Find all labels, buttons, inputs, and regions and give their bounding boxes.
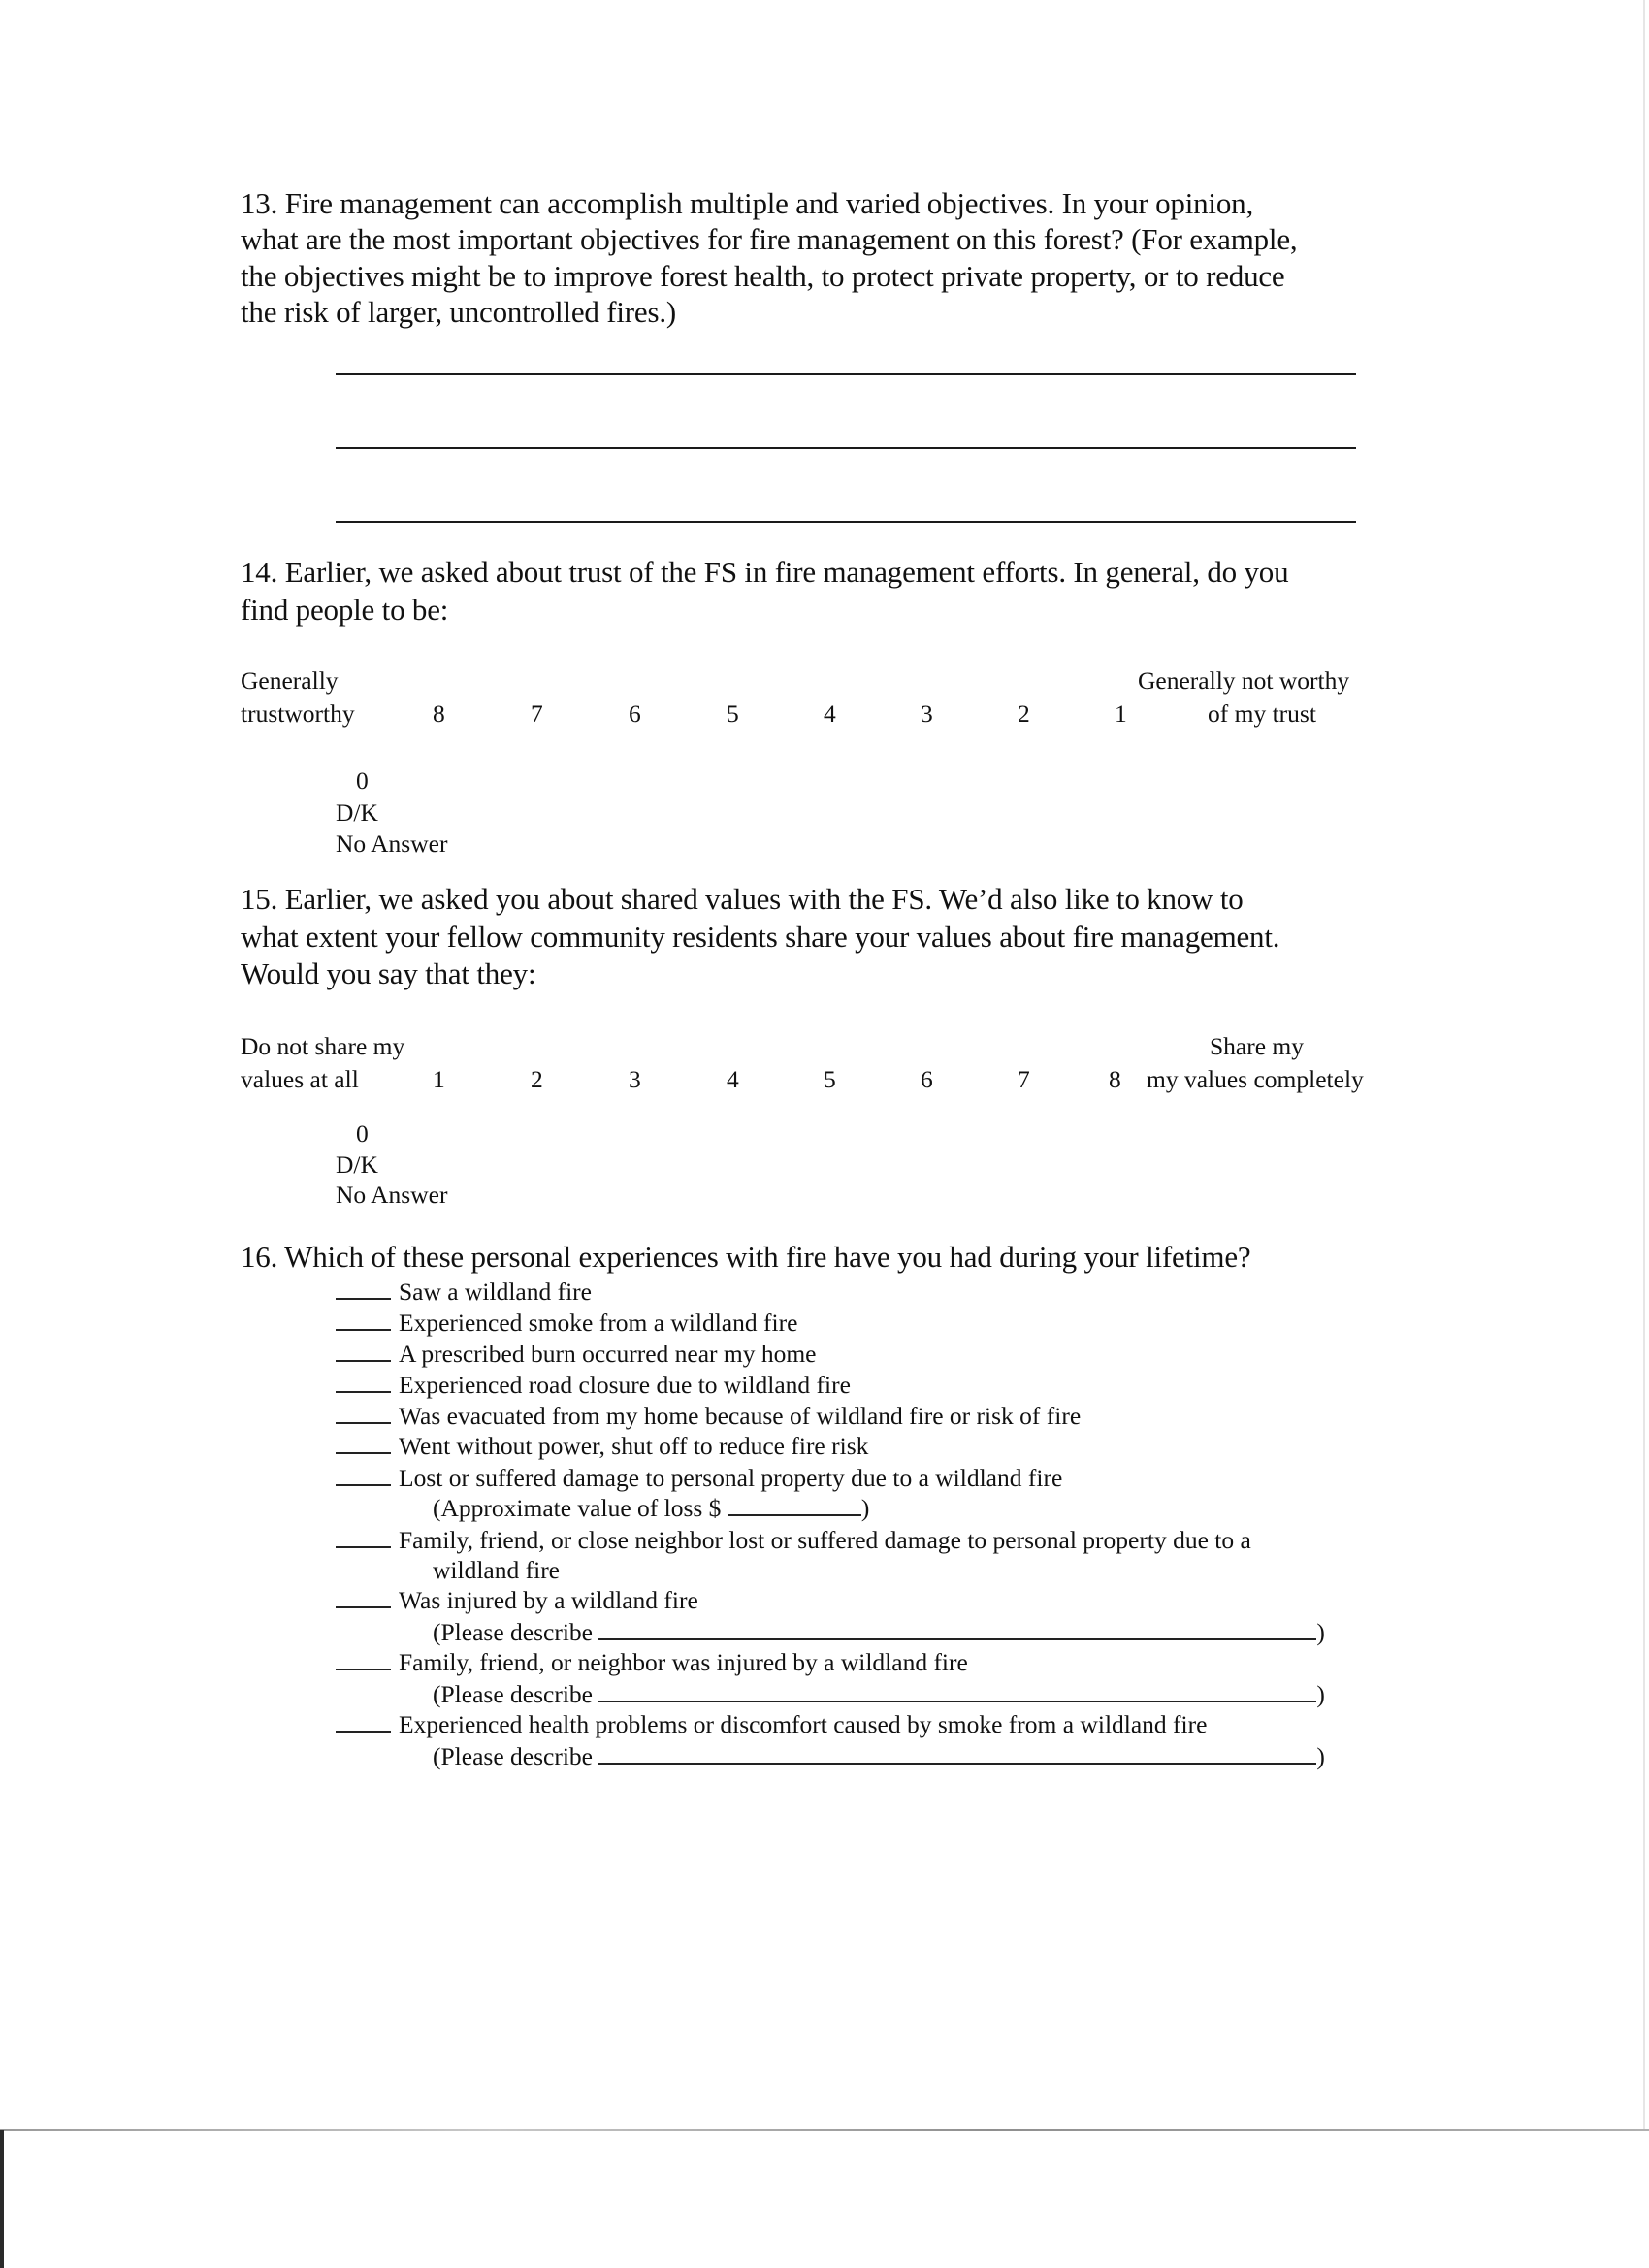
q13-answer-line-2[interactable] [336,447,1356,449]
q15-dk-label: D/K [336,1150,378,1179]
q15-scale-option[interactable]: 5 [824,1065,836,1093]
q14-right-anchor-line-2: of my trust [1208,699,1316,728]
describe-label: (Please describe [433,1680,593,1708]
close-paren: ) [1316,1618,1325,1646]
q15-scale-option[interactable]: 4 [727,1065,739,1093]
q15-right-anchor-line-2: my values completely [1147,1065,1364,1093]
item-label: Family, friend, or close neighbor lost or suffered damage to personal property due to a [399,1526,1251,1554]
describe-row [433,1617,1325,1648]
check-blank[interactable] [336,1669,391,1670]
checklist-item [336,1463,1062,1494]
q16-title: 16. Which of these personal experiences with fire have you had during your lifetime? [241,1240,1251,1274]
describe-label: (Please describe [433,1618,593,1646]
item-label: Lost or suffered damage to personal property due to a wildland fire [399,1464,1063,1492]
q13-text-line-1: 13. Fire management can accomplish multiple and varied objectives. In your opinion, [241,186,1253,220]
checklist-item [336,1277,592,1308]
q14-dk-option[interactable]: 0 [356,766,369,794]
item-label: A prescribed burn occurred near my home [399,1340,817,1368]
q15-scale-option[interactable]: 6 [921,1065,933,1093]
check-blank[interactable] [336,1360,391,1362]
q15-left-anchor-line-1: Do not share my [241,1032,405,1060]
describe-label: (Please describe [433,1742,593,1770]
describe-row [433,1741,1325,1772]
item-label: Saw a wildland fire [399,1278,592,1306]
q15-scale-option[interactable]: 8 [1109,1065,1121,1093]
q15-scale-option[interactable]: 3 [629,1065,641,1093]
check-blank[interactable] [336,1422,391,1424]
q14-scale-option[interactable]: 2 [1018,699,1030,728]
describe-input[interactable] [598,1701,1316,1702]
check-blank[interactable] [336,1731,391,1733]
loss-value-label: (Approximate value of loss $ [433,1494,722,1522]
check-blank[interactable] [336,1606,391,1608]
q15-dk-option[interactable]: 0 [356,1119,369,1148]
checklist-item [336,1339,817,1370]
checklist-item [336,1308,797,1339]
check-blank[interactable] [336,1484,391,1486]
loss-value-input[interactable] [728,1514,861,1516]
q14-scale-option[interactable]: 4 [824,699,836,728]
describe-input[interactable] [598,1763,1316,1765]
scan-edge-bottom [0,2129,1649,2131]
q15-scale-option[interactable]: 1 [433,1065,445,1093]
check-blank[interactable] [336,1329,391,1331]
q14-right-anchor-line-1: Generally not worthy [1138,666,1350,695]
close-paren: ) [860,1494,870,1522]
item-label: Went without power, shut off to reduce fire risk [399,1432,869,1460]
close-paren: ) [1316,1742,1325,1770]
q14-dk-label: D/K [336,798,378,826]
q14-no-answer-label: No Answer [336,829,448,858]
close-paren: ) [1316,1680,1325,1708]
item-label: Was evacuated from my home because of wildland fire or risk of fire [399,1402,1082,1430]
q14-scale-option[interactable]: 3 [921,699,933,728]
describe-row [433,1679,1325,1710]
q15-scale-option[interactable]: 2 [531,1065,543,1093]
q14-scale-option[interactable]: 6 [629,699,641,728]
checklist-item [336,1431,868,1462]
item-label: Experienced health problems or discomfort caused by smoke from a wildland fire [399,1710,1208,1738]
describe-input[interactable] [598,1638,1316,1640]
q15-left-anchor-line-2: values at all [241,1065,359,1093]
checklist-item [336,1370,851,1401]
checklist-item [336,1525,1251,1556]
loss-value-row [433,1493,869,1524]
q14-text-line-2: find people to be: [241,593,449,627]
q13-text-line-4: the risk of larger, uncontrolled fires.) [241,295,677,329]
q14-scale-option[interactable]: 8 [433,699,445,728]
checklist-item [336,1709,1207,1740]
checklist-item [336,1401,1081,1432]
q15-scale-option[interactable]: 7 [1018,1065,1030,1093]
check-blank[interactable] [336,1298,391,1300]
checklist-item [336,1647,968,1678]
q13-text-line-3: the objectives might be to improve forest health, to protect private property, or to reduce [241,259,1285,293]
item-label: Experienced smoke from a wildland fire [399,1309,798,1337]
q15-no-answer-label: No Answer [336,1181,448,1209]
q15-text-line-3: Would you say that they: [241,956,536,990]
q15-right-anchor-line-1: Share my [1210,1032,1305,1060]
q14-scale-option[interactable]: 7 [531,699,543,728]
check-blank[interactable] [336,1452,391,1454]
q13-text-line-2: what are the most important objectives for fire management on this forest? (For example, [241,222,1298,256]
scan-edge-right [1643,0,1645,2130]
q14-left-anchor-line-1: Generally [241,666,339,695]
checklist-item [336,1585,698,1616]
q13-answer-line-3[interactable] [336,521,1356,523]
q14-text-line-1: 14. Earlier, we asked about trust of the FS in fire management efforts. In general, do you [241,555,1289,589]
check-blank[interactable] [336,1546,391,1548]
q15-text-line-1: 15. Earlier, we asked you about shared values with the FS. We’d also like to know to [241,882,1244,916]
q13-answer-line-1[interactable] [336,373,1356,375]
item-continuation: wildland fire [433,1556,560,1584]
q14-left-anchor-line-2: trustworthy [241,699,355,728]
item-label: Family, friend, or neighbor was injured by a wildland fire [399,1648,968,1676]
item-label: Was injured by a wildland fire [399,1586,698,1614]
scan-edge-left [0,2130,4,2268]
q15-text-line-2: what extent your fellow community residents share your values about fire management. [241,920,1280,954]
q14-scale-option[interactable]: 1 [1115,699,1127,728]
item-label: Experienced road closure due to wildland fire [399,1371,851,1399]
q14-scale-option[interactable]: 5 [727,699,739,728]
check-blank[interactable] [336,1391,391,1393]
